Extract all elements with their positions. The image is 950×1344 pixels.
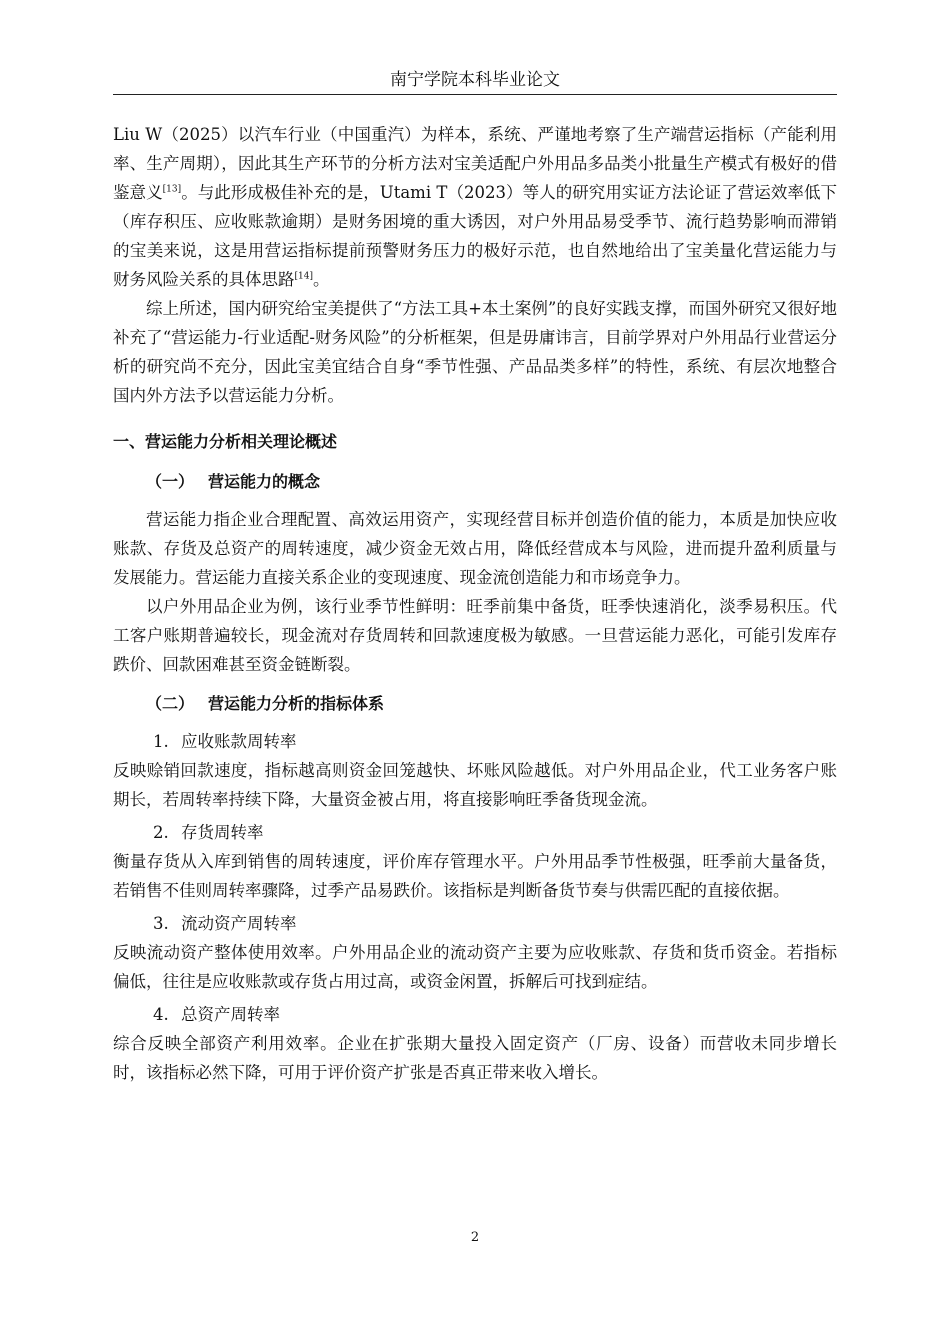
indicator-heading-total-assets xyxy=(113,1000,837,1029)
paragraph-summary: 综上所述，国内研究给宝美提供了“方法工具+本土案例”的良好实践支撑，而国外研究又很好地补充了“营运能力-行业适配-财务风险”的分析框架，但是毋庸讳言，目前学界对户外用品行业营运分析的研究尚不充分，因此宝美宜结合自身“季节性强、产品品类多样”的特性，系统、有层次地整合国内外方法予以营运能力分析。 xyxy=(113,299,837,405)
paragraph-example: 以户外用品企业为例，该行业季节性鲜明：旺季前集中备货，旺季快速消化，淡季易积压。代工客户账期普遍较长，现金流对存货周转和回款速度极为敏感。一旦营运能力恶化，可能引发库存跌价、回款困难甚至资金链断裂。 xyxy=(113,597,837,674)
indicator-title: 总资产周转率 xyxy=(181,1005,280,1024)
subsection-heading-concept xyxy=(113,467,837,497)
subsection-heading-indicators xyxy=(113,689,837,719)
citation-13: [13] xyxy=(162,184,182,195)
paragraph-text: Liu W（2025）以汽车行业（中国重汽）为样本，系统、严谨地考察了生产端营运指标（产能利用率、生产周期），因此其生产环节的分析方法对宝美适配户外用品多品类小批量生产模式有极好的借鉴意义 xyxy=(113,125,837,202)
indicator-text-receivables: 反映赊销回款速度，指标越高则资金回笼越快、坏账风险越低。对户外用品企业，代工业务客户账期长，若周转率持续下降，大量资金被占用，将直接影响旺季备货现金流。 xyxy=(113,761,837,809)
indicator-heading-inventory xyxy=(113,818,837,847)
page-number: 2 xyxy=(470,1230,480,1245)
section-heading: 一、营运能力分析相关理论概述 xyxy=(113,432,338,451)
indicator-title: 存货周转率 xyxy=(181,823,264,842)
indicator-title: 流动资产周转率 xyxy=(181,914,297,933)
header-title: 南宁学院本科毕业论文 xyxy=(390,70,560,90)
paragraph-text: 。与此形成极佳补充的是，Utami T（2023）等人的研究用实证方法论证了营运效率低下（库存积压、应收账款逾期）是财务困境的重大诱因，对户外用品易受季节、流行趋势影响而滞销的宝美来说，这是用营运指标提前预警财务压力的极好示范，也自然地给出了宝美量化营运能力与财务风险关系的具体思路 xyxy=(113,183,837,289)
subsection-title: 营运能力的概念 xyxy=(208,472,321,491)
indicator-number: 3. xyxy=(153,914,169,933)
indicator-text-total-assets: 综合反映全部资产利用效率。企业在扩张期大量投入固定资产（厂房、设备）而营收未同步增长时，该指标必然下降，可用于评价资产扩张是否真正带来收入增长。 xyxy=(113,1034,837,1082)
paragraph-literature-foreign xyxy=(113,120,837,294)
subsection-number: （一） xyxy=(146,472,195,491)
indicator-text-inventory: 衡量存货从入库到销售的周转速度，评价库存管理水平。户外用品季节性极强，旺季前大量备货，若销售不佳则周转率骤降，过季产品易跌价。该指标是判断备货节奏与供需匹配的直接依据。 xyxy=(113,852,837,900)
citation-14: [14] xyxy=(294,271,313,282)
paragraph-concept: 营运能力指企业合理配置、高效运用资产，实现经营目标并创造价值的能力，本质是加快应收账款、存货及总资产的周转速度，减少资金无效占用，降低经营成本与风险，进而提升盈利质量与发展能力。营运能力直接关系企业的变现速度、现金流创造能力和市场竞争力。 xyxy=(113,510,837,587)
indicator-title: 应收账款周转率 xyxy=(181,732,297,751)
indicator-number: 4. xyxy=(153,1005,169,1024)
subsection-title: 营运能力分析的指标体系 xyxy=(208,694,385,713)
subsection-number: （二） xyxy=(146,694,195,713)
paragraph-text: 。 xyxy=(312,270,330,289)
document-body xyxy=(113,120,837,1087)
indicator-heading-current-assets xyxy=(113,909,837,938)
indicator-number: 2. xyxy=(153,823,169,842)
indicator-text-current-assets: 反映流动资产整体使用效率。户外用品企业的流动资产主要为应收账款、存货和货币资金。若指标偏低，往往是应收账款或存货占用过高，或资金闲置，拆解后可找到症结。 xyxy=(113,943,837,991)
indicator-number: 1. xyxy=(153,732,169,751)
page-header xyxy=(113,66,837,95)
indicator-heading-receivables xyxy=(113,727,837,756)
